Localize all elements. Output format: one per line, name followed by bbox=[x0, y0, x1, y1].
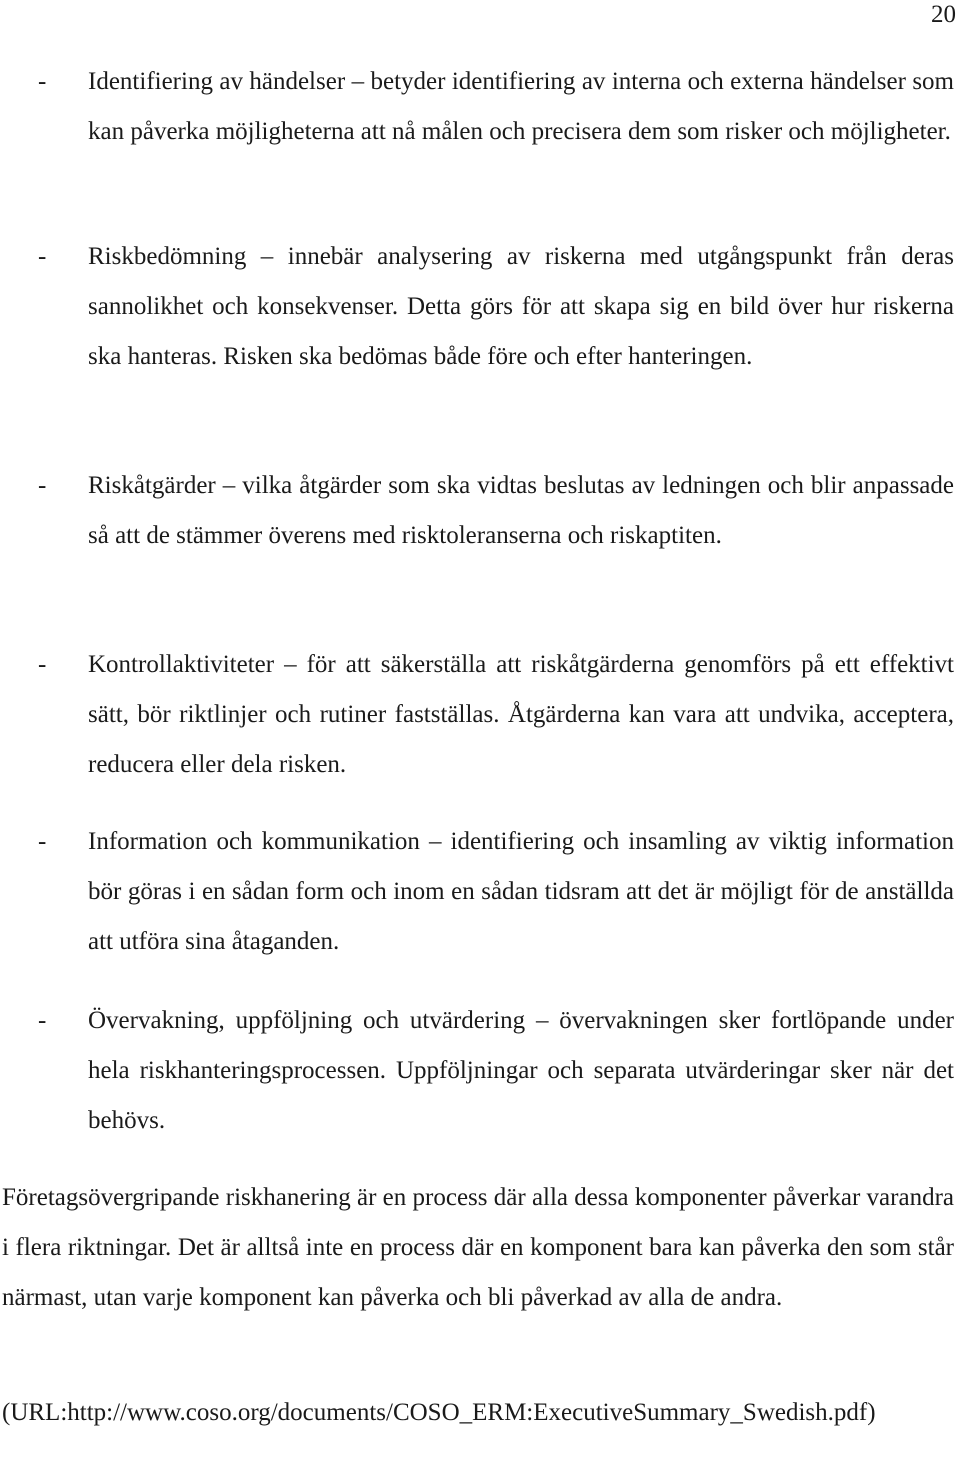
list-dash: - bbox=[38, 472, 47, 499]
list-item-text: Riskbedömning – innebär analysering av riskerna med utgångspunkt från deras sannolikhet och konsekvenser. Detta görs för att skapa sig en bild över hur riskerna ska hanteras. Risken ska bedömas både före och efter hanteringen. bbox=[88, 243, 954, 370]
list-item-text: Identifiering av händelser – betyder identifiering av interna och externa händelser som kan påverka möjligheterna att nå målen och precisera dem som risker och möjligheter. bbox=[88, 68, 954, 145]
list-item bbox=[38, 996, 954, 1146]
list-item-text: Riskåtgärder – vilka åtgärder som ska vidtas beslutas av ledningen och blir anpassade så att de stämmer överens med risktoleranserna och riskaptiten. bbox=[88, 472, 954, 549]
list-item bbox=[38, 232, 954, 382]
list-item-text: Övervakning, uppföljning och utvärdering – övervakningen sker fortlöpande under hela riskhanteringsprocessen. Uppföljningar och separata utvärderingar sker när det behövs. bbox=[88, 1007, 954, 1134]
list-item bbox=[38, 817, 954, 967]
list-dash: - bbox=[38, 1007, 47, 1034]
list-item bbox=[38, 640, 954, 790]
body-paragraph: Företagsövergripande riskhanering är en process där alla dessa komponenter påverkar varandra i flera riktningar. Det är alltså inte en process där en komponent bara kan påverka den som står närmast, utan varje komponent kan påverka och bli påverkad av alla de andra. bbox=[2, 1184, 954, 1311]
list-dash: - bbox=[38, 828, 47, 855]
page-number: 20 bbox=[931, 1, 956, 28]
list-item bbox=[38, 57, 954, 157]
list-dash: - bbox=[38, 243, 47, 270]
list-dash: - bbox=[38, 68, 47, 95]
list-item bbox=[38, 461, 954, 561]
list-item-text: Kontrollaktiviteter – för att säkerställa att riskåtgärderna genomförs på ett effektivt sätt, bör riktlinjer och rutiner fastställas. Åtgärderna kan vara att undvika, acceptera, reducera eller dela risken. bbox=[88, 651, 954, 778]
list-dash: - bbox=[38, 651, 47, 678]
reference-url: (URL:http://www.coso.org/documents/COSO_ERM:ExecutiveSummary_Swedish.pdf) bbox=[2, 1399, 876, 1426]
list-item-text: Information och kommunikation – identifiering och insamling av viktig information bör göras i en sådan form och inom en sådan tidsram att det är möjligt för de anställda att utföra sina åtaganden. bbox=[88, 828, 954, 955]
